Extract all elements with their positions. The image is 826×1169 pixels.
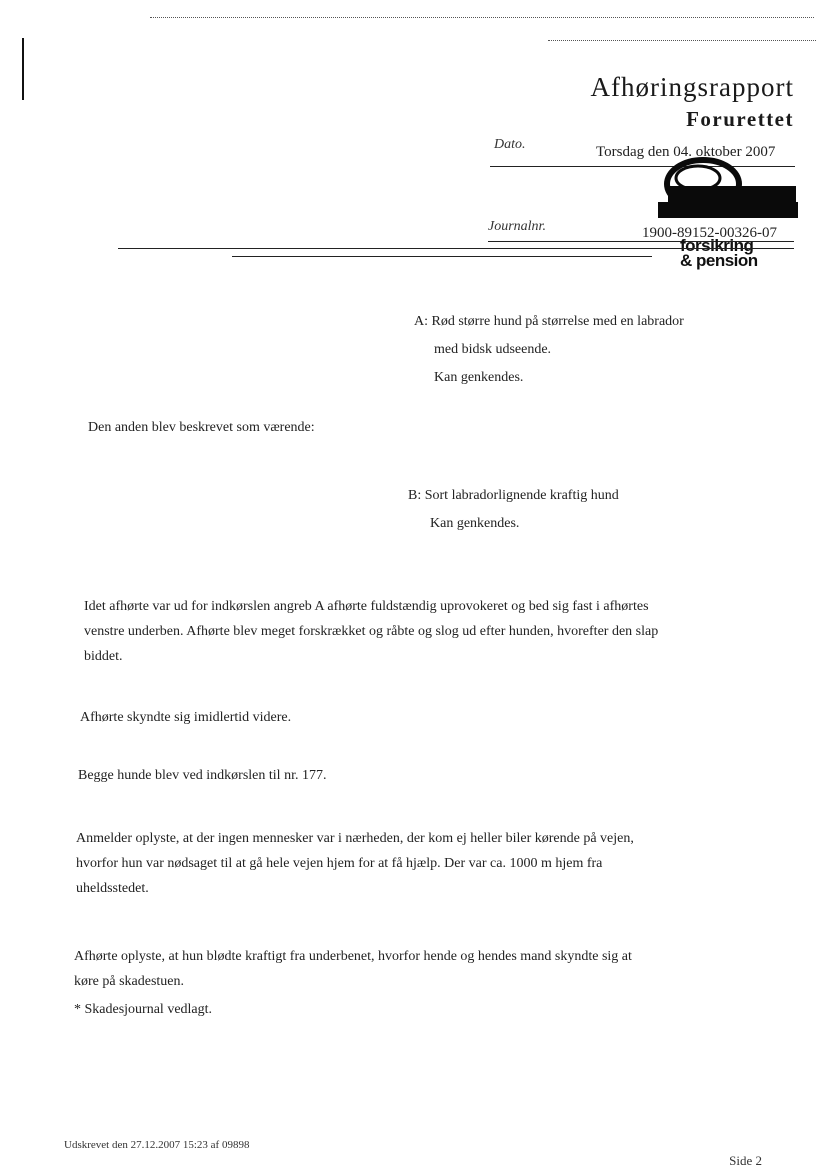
dog-b-description	[408, 482, 619, 538]
paragraph-line: biddet.	[84, 649, 123, 664]
date-value: Torsdag den 04. oktober 2007	[596, 144, 776, 160]
page-number: Side 2	[729, 1153, 762, 1168]
paragraph-line: uheldsstedet.	[76, 881, 149, 896]
dog-a-line-3: Kan genkendes.	[434, 370, 524, 385]
paragraph-attack	[84, 594, 658, 669]
paragraph-line: hvorfor hun var nødsaget til at gå hele vejen hjem for at få hjælp. Der var ca. 1000 m hjem fra	[76, 856, 603, 871]
dog-b-intro: Den anden blev beskrevet som værende:	[88, 420, 315, 435]
print-timestamp: Udskrevet den 27.12.2007 15:23 af 09898	[64, 1139, 250, 1151]
header-top-line	[548, 40, 816, 41]
paragraph-line: køre på skadestuen.	[74, 974, 185, 989]
paragraph-line: venstre underben. Afhørte blev meget forskrækket og råbte og slog ud efter hunden, hvorefter den slap	[84, 624, 659, 639]
left-margin-mark	[22, 38, 24, 100]
redaction-scribble-icon	[658, 150, 798, 228]
logo-line-1: forsikring	[680, 236, 754, 255]
journal-label: Journalnr.	[488, 219, 546, 234]
company-logo	[680, 238, 758, 268]
dog-b-line-2: Kan genkendes.	[430, 516, 520, 531]
header-divider-lower	[232, 256, 652, 257]
attachment-note: * Skadesjournal vedlagt.	[74, 1002, 213, 1017]
date-label: Dato.	[494, 137, 526, 152]
paragraph-line: Idet afhørte var ud for indkørslen angreb A afhørte fuldstændig uprovokeret og bed sig fast i afhørtes	[84, 599, 649, 614]
header-divider	[118, 248, 794, 249]
paragraph-line: Anmelder oplyste, at der ingen mennesker var i nærheden, der kom ej heller biler kørende på vejen,	[76, 831, 634, 846]
dog-a-line-2: med bidsk udseende.	[434, 342, 552, 357]
report-title: Afhøringsrapport	[590, 72, 794, 102]
journal-value: 1900-89152-00326-07	[642, 225, 777, 241]
top-scan-edge	[150, 17, 814, 18]
dog-b-line-1: B: Sort labradorlignende kraftig hund	[408, 488, 619, 503]
dog-a-description	[414, 308, 684, 392]
paragraph-no-help	[76, 826, 634, 901]
dog-a-line-1: A: Rød større hund på størrelse med en labrador	[414, 314, 684, 329]
paragraph-emergency-room	[74, 944, 632, 994]
logo-line-2: & pension	[680, 251, 758, 270]
paragraph-line: Afhørte oplyste, at hun blødte kraftigt fra underbenet, hvorfor hende og hendes mand skyndte sig at	[74, 949, 632, 964]
report-subtitle: Forurettet	[686, 107, 794, 131]
paragraph-continued: Afhørte skyndte sig imidlertid videre.	[80, 710, 292, 725]
paragraph-location: Begge hunde blev ved indkørslen til nr. 177.	[78, 768, 327, 783]
